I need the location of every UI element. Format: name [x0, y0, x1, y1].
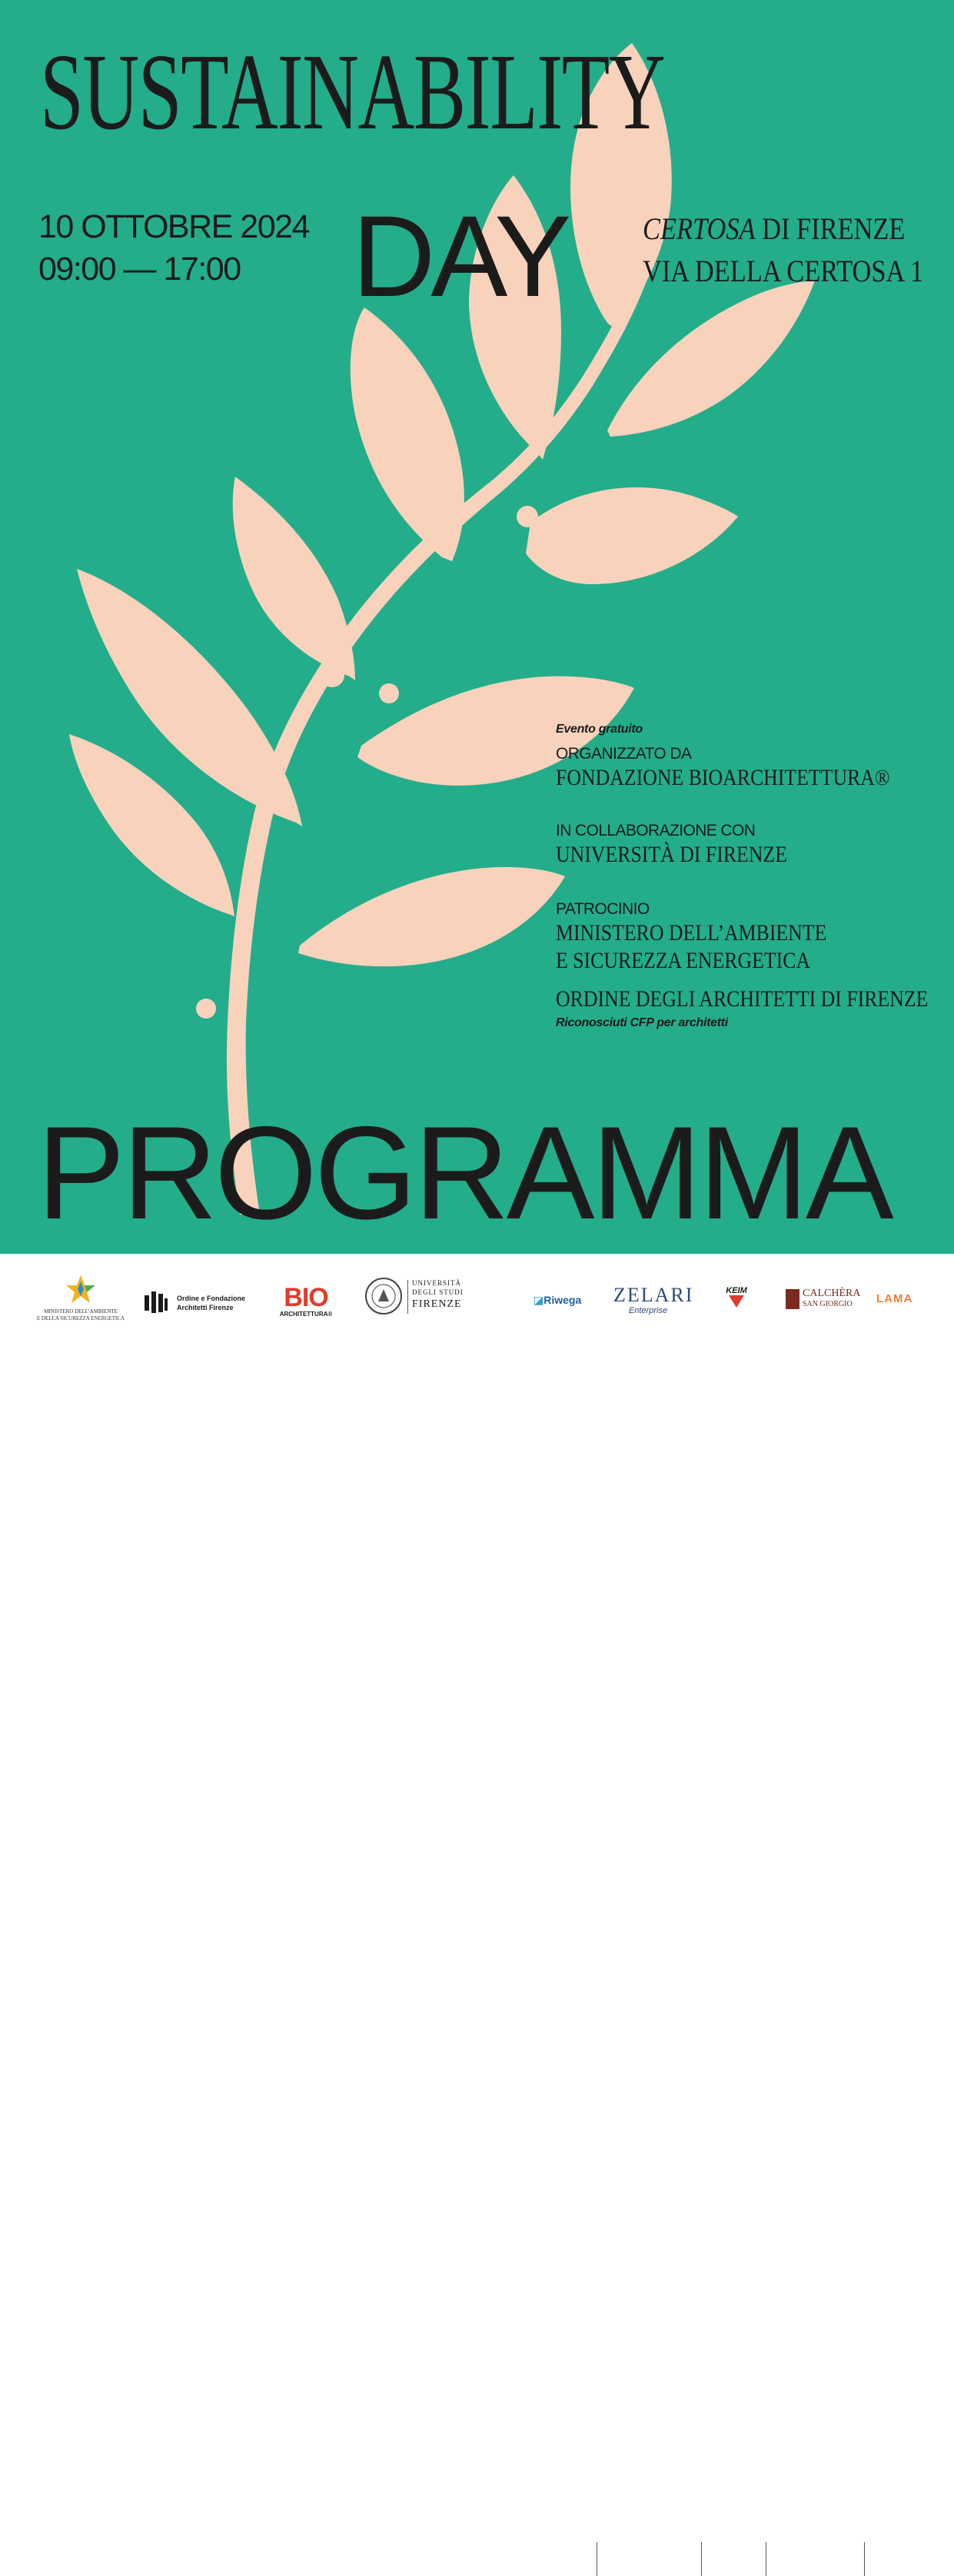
venue-city: DI FIRENZE — [755, 211, 906, 246]
ministero-logo-line1: MINISTERO DELL’AMBIENTE — [44, 1308, 118, 1315]
logo-divider — [864, 2542, 865, 2576]
bio-logo-text: ARCHITETTURA® — [279, 1311, 333, 1318]
event-info — [556, 723, 929, 1030]
keim-logo-text: KEIM — [726, 1286, 747, 1295]
unifi-divider — [407, 1280, 408, 1314]
patronage-label: PATROCINIO — [556, 900, 650, 918]
ordine-logo-line1: Ordine e Fondazione — [177, 1295, 246, 1302]
collaborator-name: UNIVERSITÀ DI FIRENZE — [556, 842, 787, 867]
star-icon — [64, 1274, 98, 1305]
bio-architettura-logo — [275, 1285, 337, 1318]
unifi-logo — [364, 1277, 464, 1320]
logo-divider — [701, 2542, 702, 2576]
unifi-line1: UNIVERSITÀ — [412, 1279, 461, 1287]
calchera-logo-sub: SAN GIORGIO — [803, 1300, 853, 1308]
ministero-logo-line2: E DELLA SICUREZZA ENERGETICA — [36, 1315, 125, 1321]
keim-logo — [723, 1286, 750, 1311]
bio-logo-mark: BIO — [284, 1283, 328, 1312]
organizer-name: FONDAZIONE BIOARCHITETTURA® — [556, 765, 890, 790]
riwega-logo — [534, 1294, 581, 1307]
ordine-logo-line2: Architetti Firenze — [177, 1304, 234, 1311]
building-icon — [143, 1289, 169, 1315]
patron-ministry-line1: MINISTERO DELL’AMBIENTE — [556, 920, 827, 946]
calchera-logo — [786, 1288, 863, 1312]
organized-by-label: ORGANIZZATO DA — [556, 745, 692, 763]
event-title-day: DAY — [352, 191, 567, 321]
free-event-note: Evento gratuito — [556, 723, 643, 736]
poster — [0, 0, 954, 1254]
zelari-logo-sub: Enterprise — [628, 1306, 668, 1315]
venue-address: VIA DELLA CERTOSA 1 — [643, 254, 924, 288]
patron-ministry-line2: E SICUREZZA ENERGETICA — [556, 948, 811, 973]
collaboration-label: IN COLLABORAZIONE CON — [556, 822, 756, 839]
cfp-note: Riconosciuti CFP per architetti — [556, 1016, 728, 1029]
location-block — [643, 208, 923, 292]
lama-logo: LAMA — [876, 1292, 913, 1305]
calchera-logo-text: CALCHÈRA — [803, 1288, 861, 1299]
keim-triangle-icon — [729, 1295, 744, 1308]
zelari-logo-text: ZELARI — [613, 1284, 694, 1306]
venue — [643, 208, 923, 250]
unifi-line3: FIRENZE — [412, 1298, 462, 1310]
zelari-logo — [613, 1284, 694, 1315]
ministero-logo — [31, 1274, 131, 1322]
patron-order: ORDINE DEGLI ARCHITETTI DI FIRENZE — [556, 986, 929, 1012]
programma-heading: PROGRAMMA — [37, 1099, 891, 1247]
venue-italic: CERTOSA — [643, 211, 756, 246]
event-title: SUSTAINABILITY — [40, 31, 665, 152]
event-date: 10 OTTOBRE 2024 — [38, 208, 309, 245]
university-seal-icon — [364, 1277, 403, 1315]
leaf-branch-illustration — [0, 0, 954, 1254]
riwega-mark-icon: ◪ — [534, 1294, 544, 1306]
unifi-line2: DEGLI STUDI — [412, 1288, 464, 1296]
ordine-logo — [143, 1289, 258, 1320]
calchera-mark-icon — [786, 1289, 799, 1309]
sponsor-logo-bar — [0, 1254, 954, 1348]
riwega-logo-text: Riwega — [543, 1294, 582, 1306]
event-time: 09:00 — 17:00 — [38, 251, 241, 288]
date-time-block — [38, 206, 309, 291]
